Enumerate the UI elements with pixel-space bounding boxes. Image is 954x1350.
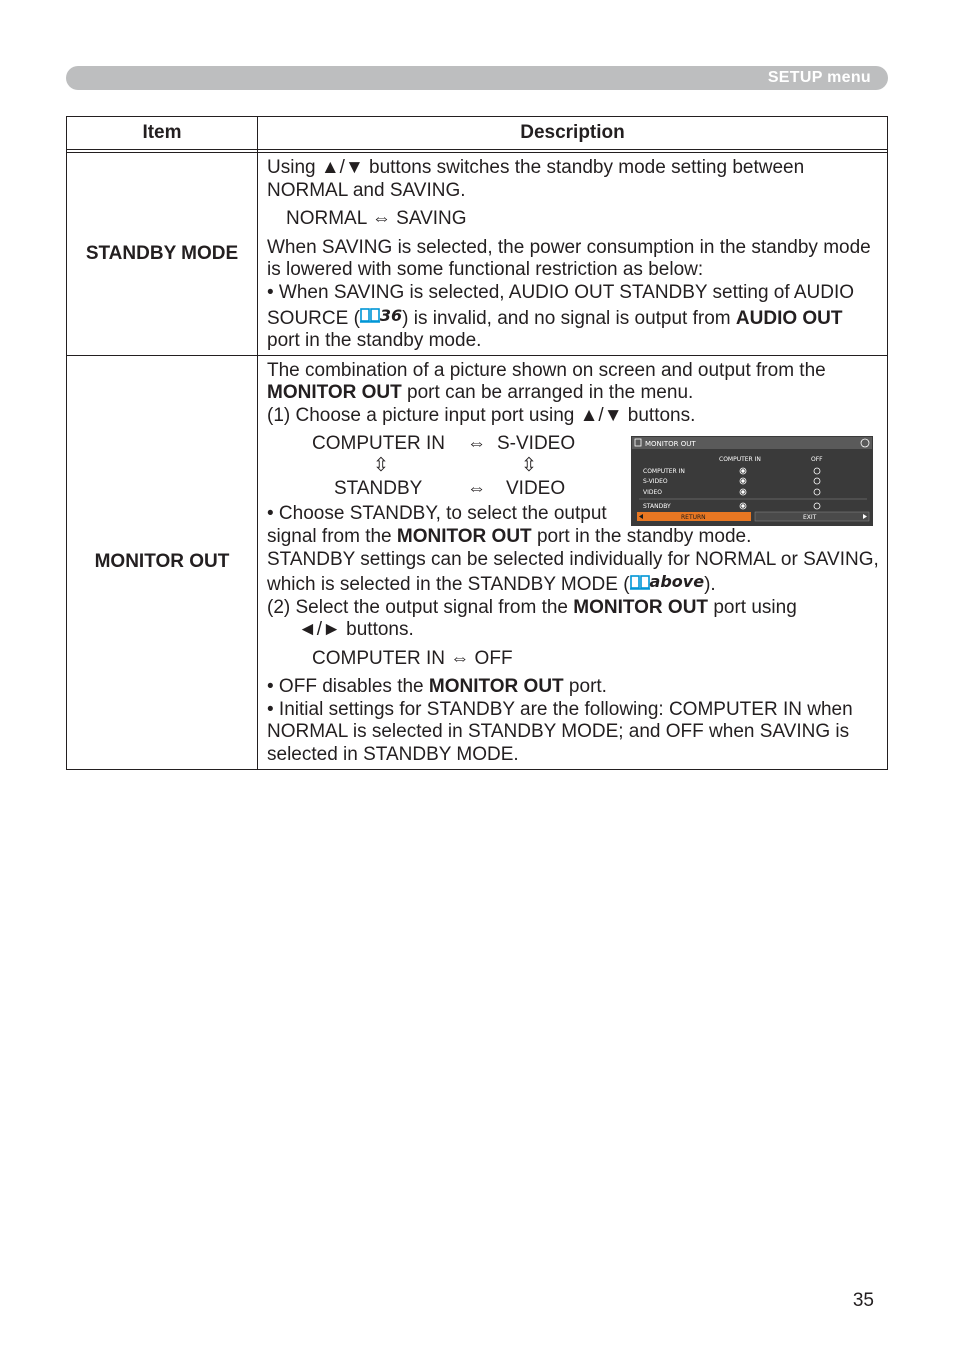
description-standby-mode xyxy=(258,153,888,356)
osd-row-0: COMPUTER IN xyxy=(643,467,685,475)
monitor-choose-line2 xyxy=(267,526,879,549)
diagram-s-video: S-VIDEO xyxy=(497,433,576,455)
osd-radio-dot xyxy=(742,469,745,472)
page-reference-above[interactable] xyxy=(630,571,705,594)
monitor-choose-bold: MONITOR OUT xyxy=(396,525,532,547)
monitor-out-osd-screenshot xyxy=(631,436,873,526)
standby-bullet-text-b: ) is invalid, and no signal is output from xyxy=(402,307,736,329)
osd-return-label: RETURN xyxy=(681,513,706,521)
monitor-para1 xyxy=(267,360,879,405)
diagram-standby: STANDBY xyxy=(334,478,423,500)
standby-bullet-text-c: port in the standby mode. xyxy=(267,329,482,351)
monitor-off-bold: MONITOR OUT xyxy=(428,676,564,698)
column-header-item: Item xyxy=(67,117,258,150)
monitor-off-text-a: • OFF disables the xyxy=(267,676,429,698)
table-row-standby-mode xyxy=(67,153,888,356)
standby-bullet-bold: AUDIO OUT xyxy=(735,307,843,329)
osd-radio-dot xyxy=(742,479,745,482)
diagram-arrow-h2: ⇔ xyxy=(467,478,486,500)
monitor-para1-bold: MONITOR OUT xyxy=(267,382,402,404)
osd-radio-dot xyxy=(742,504,745,507)
standby-bullet-text-a: • When SAVING is selected, AUDIO OUT STANDBY setting of AUDIO SOURCE ( xyxy=(267,281,855,329)
table-row-monitor-out xyxy=(67,355,888,769)
monitor-toggle: COMPUTER IN ⇔ OFF xyxy=(312,647,513,669)
diagram-arrow-v2: ⇳ xyxy=(521,455,537,477)
table-header-row xyxy=(67,117,888,150)
monitor-choose-text-b: port in the standby mode. xyxy=(531,525,752,547)
description-monitor-out xyxy=(258,355,888,769)
monitor-choose-line1: • Choose STANDBY, to select the output xyxy=(267,503,607,525)
book-icon xyxy=(360,308,380,323)
section-title: SETUP menu xyxy=(767,69,871,86)
monitor-para1-text-a: The combination of a picture shown on screen and output from the xyxy=(267,359,826,381)
monitor-off-text-b: port. xyxy=(563,676,607,698)
standby-toggle: NORMAL ⇔ SAVING xyxy=(286,208,467,230)
standby-para2: When SAVING is selected, the power consumption in the standby mode is lowered with some functional restriction as below: xyxy=(267,236,871,281)
diagram-computer-in: COMPUTER IN xyxy=(312,433,445,455)
monitor-step1: (1) Choose a picture input port using ▲/▼ buttons. xyxy=(267,404,696,426)
standby-bullet xyxy=(267,282,879,353)
monitor-off xyxy=(267,676,879,699)
monitor-step2-bold: MONITOR OUT xyxy=(573,596,709,618)
diagram-arrow-h1: ⇔ xyxy=(467,433,486,455)
osd-title: MONITOR OUT xyxy=(645,439,696,448)
settings-table xyxy=(66,116,888,770)
reference-number: 36 xyxy=(379,305,403,325)
monitor-settings-text-a: STANDBY settings can be selected individually for NORMAL or SAVING, which is selected in the STANDBY MODE ( xyxy=(267,548,879,595)
item-monitor-out: MONITOR OUT xyxy=(67,355,258,769)
section-header-bar xyxy=(66,66,888,90)
reference-above: above xyxy=(649,572,705,592)
diagram-arrow-v1: ⇳ xyxy=(373,455,389,477)
monitor-step2-continued: ◄/► buttons. xyxy=(298,619,414,641)
monitor-initial: • Initial settings for STANDBY are the following: COMPUTER IN when NORMAL is selected in STANDBY MODE; and OFF when SAVING is selected in STANDBY MODE. xyxy=(267,698,853,766)
book-icon xyxy=(630,575,650,590)
monitor-step2 xyxy=(267,597,879,620)
monitor-step2-text-b: port using xyxy=(708,596,797,618)
osd-row-3: STANDBY xyxy=(643,502,671,510)
monitor-step2-text-a: (2) Select the output signal from the xyxy=(267,596,574,618)
osd-exit-label: EXIT xyxy=(803,513,817,521)
standby-para1: Using ▲/▼ buttons switches the standby mode setting between NORMAL and SAVING. xyxy=(267,157,805,201)
monitor-settings xyxy=(267,549,879,597)
monitor-choose-text-a: signal from the xyxy=(267,525,397,547)
osd-row-1: S-VIDEO xyxy=(643,477,668,485)
osd-col-computer: COMPUTER IN xyxy=(719,455,761,463)
osd-radio-dot xyxy=(742,490,745,493)
monitor-para1-text-b: port can be arranged in the menu. xyxy=(401,382,694,404)
osd-col-off: OFF xyxy=(811,455,823,463)
page-number: 35 xyxy=(852,1290,874,1311)
monitor-settings-text-b: ). xyxy=(704,573,716,595)
osd-row-2: VIDEO xyxy=(643,488,663,496)
page-reference-36[interactable] xyxy=(360,305,402,328)
diagram-video: VIDEO xyxy=(506,478,566,500)
item-standby-mode: STANDBY MODE xyxy=(67,153,258,356)
column-header-description: Description xyxy=(258,117,888,150)
